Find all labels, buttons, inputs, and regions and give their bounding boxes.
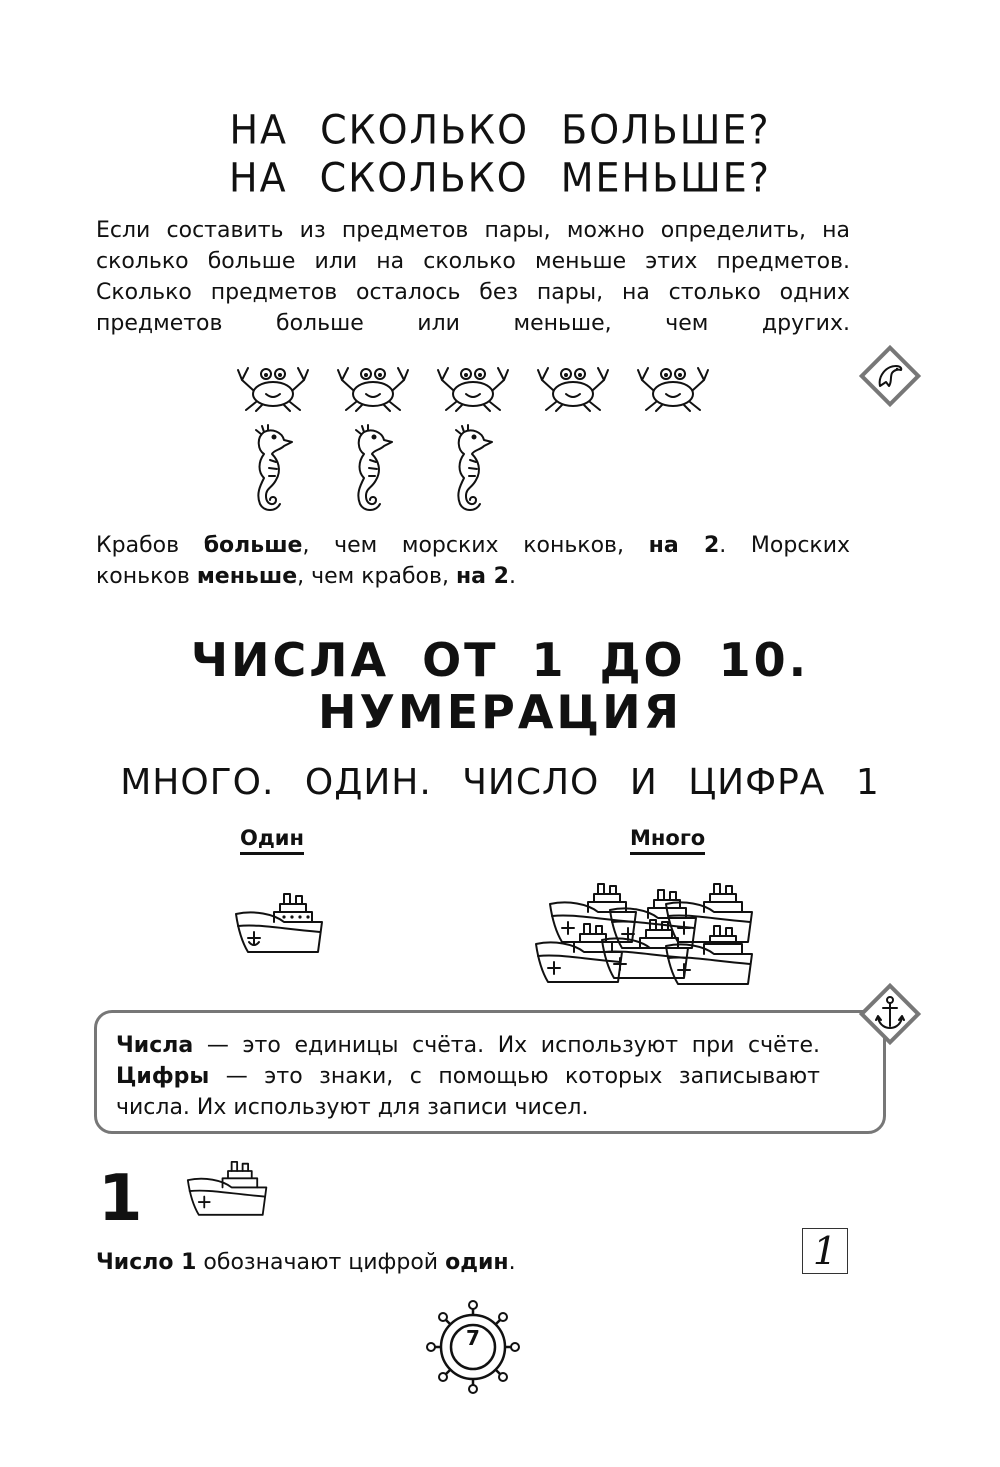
conclusion-paragraph — [96, 530, 850, 592]
text: . — [508, 1250, 516, 1275]
lesson-subtitle: МНОГО. ОДИН. ЧИСЛО И ЦИФРА 1 — [120, 762, 880, 803]
label-many-wrap — [630, 826, 705, 850]
text: коньков — [96, 564, 197, 589]
intro-line: Сколько предметов осталось без пары, на столько одних — [96, 280, 850, 305]
intro-paragraph — [96, 215, 850, 339]
bold-text: больше — [203, 533, 303, 558]
seahorse-icon — [342, 424, 394, 514]
definition-line-1 — [116, 1030, 820, 1061]
seahorse-icon — [442, 424, 494, 514]
bold-text: Цифры — [116, 1064, 210, 1089]
text: — это единицы счёта. Их используют при счёте. — [193, 1033, 820, 1058]
text: обозначают цифрой — [196, 1250, 446, 1275]
crab-icon — [336, 360, 410, 412]
intro-line: Если составить из предметов пары, можно определить, на — [96, 218, 850, 243]
conclusion-line-2 — [96, 561, 850, 592]
number-statement — [96, 1250, 516, 1275]
bold-text: на 2 — [455, 564, 509, 589]
definition-line-2 — [116, 1061, 820, 1092]
crab-icon — [536, 360, 610, 412]
page-number: 7 — [466, 1326, 480, 1350]
text: — это знаки, с помощью которых записывают — [209, 1064, 820, 1089]
bold-text: меньше — [196, 564, 298, 589]
text: . Морских — [719, 533, 851, 558]
crab-icon — [236, 360, 310, 412]
chapter-title-line2: НУМЕРАЦИЯ — [317, 685, 683, 739]
text: . — [508, 564, 516, 589]
ship-icon — [186, 1160, 270, 1224]
seahorse-icon — [242, 424, 294, 514]
bold-text: на 2 — [648, 533, 720, 558]
intro-line: предметов больше или меньше, чем других. — [96, 311, 850, 336]
bold-text: Число 1 — [96, 1250, 197, 1275]
ship-icon — [234, 892, 326, 962]
section-title-line1: НА СКОЛЬКО БОЛЬШЕ? — [229, 106, 771, 154]
dolphin-icon — [856, 342, 924, 410]
text: , чем морских коньков, — [302, 533, 649, 558]
section-title-line2: НА СКОЛЬКО МЕНЬШЕ? — [229, 154, 771, 202]
crab-icon — [636, 360, 710, 412]
label-many: Много — [630, 826, 705, 855]
bold-text: один — [445, 1250, 509, 1275]
label-one-wrap — [240, 826, 304, 850]
conclusion-line-1 — [96, 530, 850, 561]
chapter-title-line1: ЧИСЛА ОТ 1 ДО 10. — [190, 633, 810, 687]
label-one: Один — [240, 826, 304, 855]
big-number: 1 — [98, 1162, 143, 1236]
ship-icon — [664, 924, 756, 994]
intro-line: сколько больше или на сколько меньше этих предметов. — [96, 249, 850, 274]
written-digit-cell: 1 — [802, 1228, 848, 1274]
text: Крабов — [96, 533, 204, 558]
definition-text — [116, 1030, 820, 1123]
crab-icon — [436, 360, 510, 412]
text: , чем крабов, — [297, 564, 456, 589]
bold-text: Числа — [116, 1033, 194, 1058]
anchor-icon — [856, 980, 924, 1048]
definition-line-3: числа. Их используют для записи чисел. — [116, 1095, 589, 1120]
